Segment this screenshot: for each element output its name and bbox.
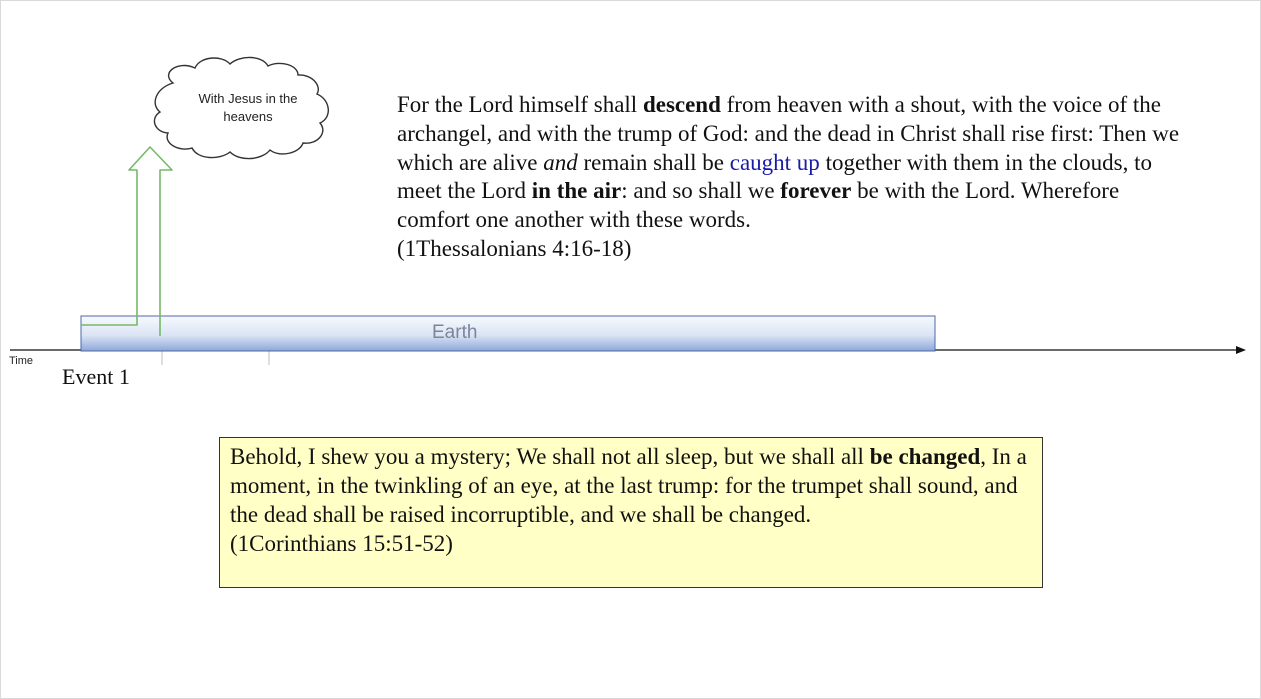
time-axis-arrowhead [1236,346,1246,354]
passage-text: Behold, I shew you a mystery; We shall not all sleep, but we shall all [230,444,870,469]
event-label: Event 1 [62,364,130,389]
passage-text: from heaven with a shout, with the voice of the archangel, and with the trump of God: and the dead in Christ shall rise first: Then we which are alive [397,92,1180,175]
passage-text: For the Lord himself shall [397,92,643,117]
corinthians-reference: (1Corinthians 15:51-52) [230,531,453,556]
thessalonians-passage [397,91,1197,264]
rapture-arrow [81,147,172,336]
passage-text: be with the Lord. Wherefore comfort one another with these words. [397,178,1120,233]
emphasis-in-the-air: in the air [531,178,622,204]
earth-bar [81,316,935,351]
passage-text: : and so shall we [621,178,781,204]
passage-text: together with them in the clouds, to meet the Lord [397,149,1152,204]
earth-label: Earth [432,322,478,343]
thessalonians-reference: (1Thessalonians 4:16-18) [397,235,632,261]
passage-text: , In a moment, in the twinkling of an eye, at the last trump: for the trumpet shall sound, and the dead shall be raised incorruptible, and we shall be changed. [230,444,1027,527]
cloud-label: With Jesus in the heavens [198,91,298,124]
corinthians-passage-box [219,437,1043,588]
passage-text: remain shall be [577,149,730,175]
italic-and: and [543,149,578,175]
emphasis-caught-up: caught up [729,149,820,175]
emphasis-be-changed: be changed [869,444,981,469]
time-axis-label: Time [9,355,34,367]
emphasis-forever: forever [780,178,852,204]
emphasis-descend: descend [642,92,721,117]
